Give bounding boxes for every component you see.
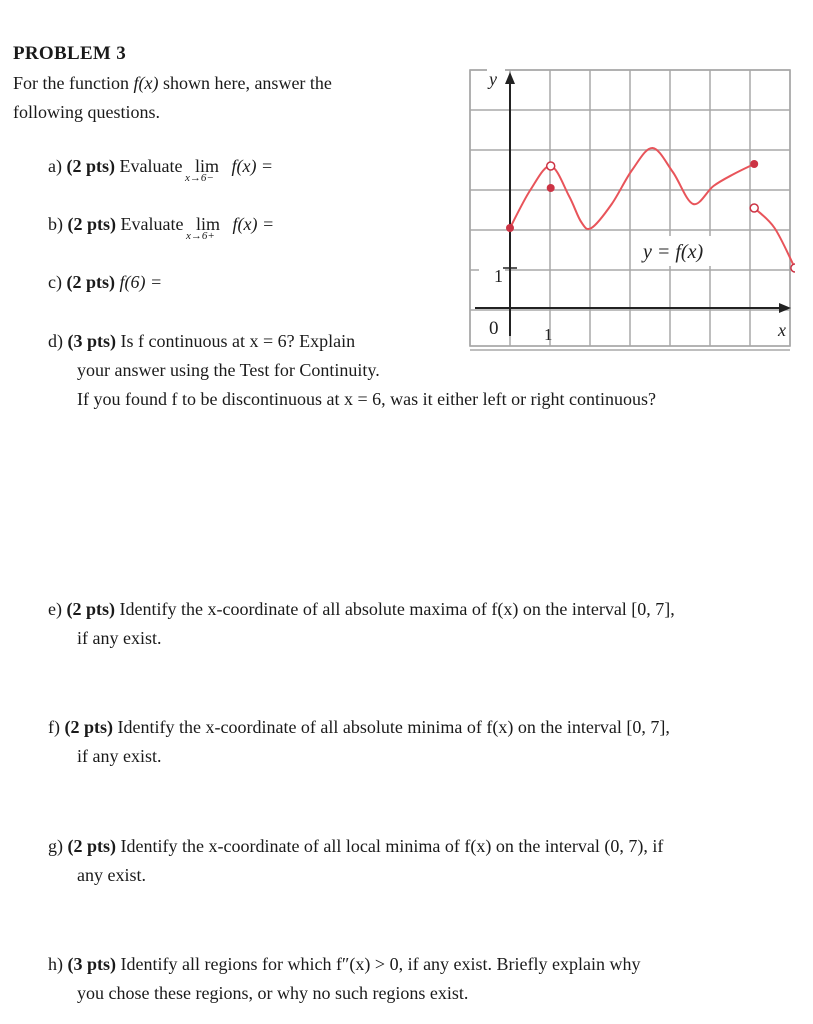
- question-a-lim-sub: x→6−: [184, 172, 214, 184]
- question-a-fx: f(x) =: [231, 156, 274, 176]
- curve-left: [510, 148, 754, 229]
- question-h-label: h): [48, 954, 63, 974]
- question-e-line-1: [48, 598, 675, 620]
- question-e-label: e): [48, 599, 62, 619]
- x-tick-1-label: 1: [544, 325, 553, 344]
- open-point: [547, 162, 555, 170]
- question-d-text-1: Is f continuous at x = 6? Explain: [120, 331, 356, 351]
- y-tick-1-label: 1: [494, 266, 503, 286]
- question-e-text-1: Identify the x-coordinate of all absolute maxima of f(x) on the interval [0, 7],: [119, 599, 675, 619]
- question-e-points: (2 pts): [66, 599, 115, 619]
- question-e-line-2: if any exist.: [77, 628, 162, 648]
- question-g-line-2: any exist.: [77, 865, 146, 885]
- question-a: [48, 155, 274, 184]
- closed-point: [547, 184, 555, 192]
- question-a-text: Evaluate: [119, 156, 183, 176]
- open-point: [791, 264, 795, 272]
- question-d-line-1: [48, 330, 355, 352]
- question-d-label: d): [48, 331, 63, 351]
- question-a-points: (2 pts): [66, 156, 115, 176]
- question-b: [48, 213, 275, 242]
- y-axis-label: y: [489, 69, 497, 89]
- x-axis-arrow: [779, 303, 791, 313]
- question-a-limit: [184, 155, 227, 184]
- question-c-label: c): [48, 272, 62, 292]
- question-f-line-2: if any exist.: [77, 746, 162, 766]
- question-d-points: (3 pts): [67, 331, 116, 351]
- intro-line-1: [13, 72, 332, 94]
- open-point: [750, 204, 758, 212]
- intro-text-b: shown here, answer the: [158, 73, 332, 93]
- question-h-line-2: you chose these regions, or why no such regions exist.: [77, 983, 469, 1003]
- closed-point: [750, 160, 758, 168]
- question-f-line-1: [48, 716, 670, 738]
- y-axis-arrow: [505, 72, 515, 84]
- question-b-limit: [185, 213, 228, 242]
- question-b-fx: f(x) =: [232, 214, 275, 234]
- intro-fx: f(x): [133, 73, 159, 93]
- question-d-line-2: your answer using the Test for Continuity.: [77, 360, 380, 380]
- question-g-label: g): [48, 836, 63, 856]
- question-b-label: b): [48, 214, 63, 234]
- question-c-expr: f(6) =: [119, 272, 163, 292]
- question-f-points: (2 pts): [64, 717, 113, 737]
- question-h-text-1: Identify all regions for which f″(x) > 0, if any exist. Briefly explain why: [120, 954, 641, 974]
- question-c-points: (2 pts): [66, 272, 115, 292]
- question-b-lim: lim: [195, 214, 220, 234]
- problem-title: PROBLEM 3: [13, 43, 127, 64]
- question-a-label: a): [48, 156, 62, 176]
- question-c: [48, 271, 162, 293]
- question-b-points: (2 pts): [67, 214, 116, 234]
- question-f-text-1: Identify the x-coordinate of all absolute minima of f(x) on the interval [0, 7],: [117, 717, 670, 737]
- x-axis-label: x: [778, 320, 786, 340]
- question-f-label: f): [48, 717, 60, 737]
- closed-point: [506, 224, 514, 232]
- curve-label: y = f(x): [643, 241, 704, 263]
- question-b-text: Evaluate: [120, 214, 184, 234]
- question-d-line-3: If you found f to be discontinuous at x = 6, was it either left or right continuous?: [77, 389, 657, 409]
- function-graph: [465, 68, 795, 353]
- question-a-lim: lim: [194, 156, 219, 176]
- question-b-lim-sub: x→6+: [185, 230, 215, 242]
- question-g-points: (2 pts): [67, 836, 116, 856]
- curve-right: [754, 208, 795, 268]
- intro-text-a: For the function: [13, 73, 134, 93]
- question-h-line-1: [48, 953, 641, 975]
- question-h-points: (3 pts): [67, 954, 116, 974]
- question-g-line-1: [48, 835, 663, 857]
- origin-label: 0: [489, 318, 499, 339]
- intro-line-2: following questions.: [13, 102, 160, 122]
- question-g-text-1: Identify the x-coordinate of all local minima of f(x) on the interval (0, 7), if: [120, 836, 664, 856]
